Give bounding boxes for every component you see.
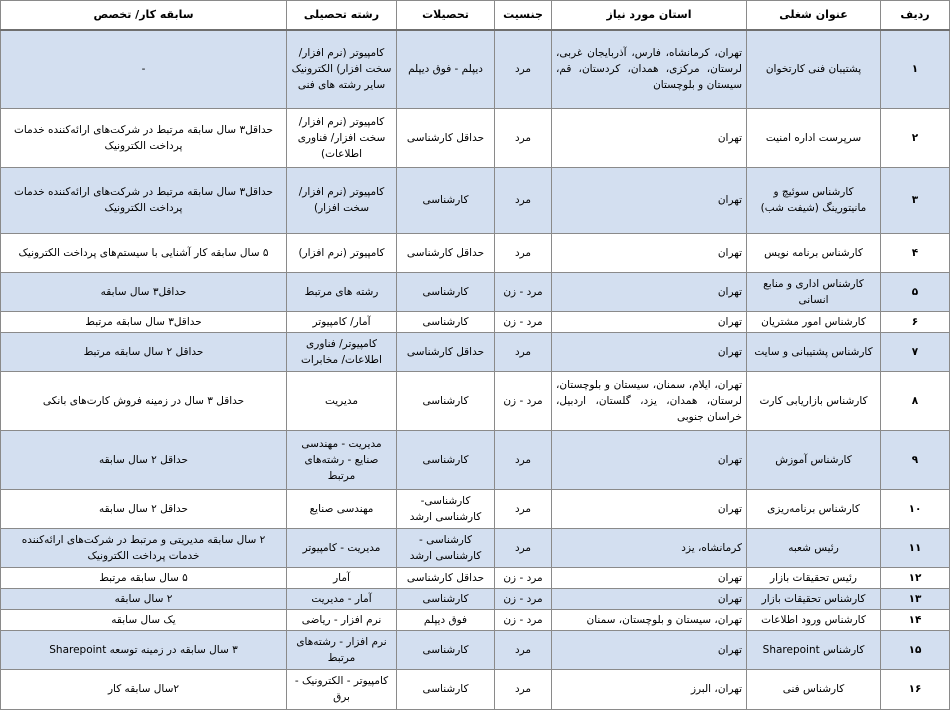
table-row [1,528,950,567]
job-title-cell: کارشناس آموزش [747,430,881,489]
education-cell: کارشناسی [397,371,495,430]
province-cell: تهران [552,108,747,167]
job-title-cell: کارشناس Sharepoint [747,630,881,669]
row-number-cell: ۴ [881,233,950,272]
field-cell: مدیریت [287,371,397,430]
row-number-cell: ۸ [881,371,950,430]
education-cell: کارشناسی- کارشناسی ارشد [397,489,495,528]
row-number-cell: ۱ [881,30,950,108]
education-cell: کارشناسی [397,311,495,332]
experience-cell: حداقل ۳ سال در زمینه فروش کارت‌های بانکی [1,371,287,430]
province-cell: تهران، سیستان و بلوچستان، سمنان [552,609,747,630]
header-province: استان مورد نیاز [552,1,747,31]
row-number-cell: ۳ [881,167,950,233]
province-cell: تهران، کرمانشاه، فارس، آذربایجان غربی، لرستان، مرکزی، همدان، کردستان، قم، سیستان و بلوچستان [552,30,747,108]
experience-cell: حداقل ۲ سال سابقه [1,430,287,489]
row-number-cell: ۶ [881,311,950,332]
table-row [1,567,950,588]
job-title-cell: پشتیبان فنی کارتخوان [747,30,881,108]
job-title-cell: کارشناس تحقیقات بازار [747,588,881,609]
experience-cell: یک سال سابقه [1,609,287,630]
table-row [1,108,950,167]
province-cell: تهران [552,567,747,588]
province-cell: تهران، البرز [552,669,747,709]
gender-cell: مرد [495,430,552,489]
table-row [1,233,950,272]
table-row [1,588,950,609]
row-number-cell: ۱۴ [881,609,950,630]
gender-cell: مرد [495,669,552,709]
gender-cell: مرد - زن [495,609,552,630]
job-title-cell: کارشناس سوئیچ و مانیتورینگ (شیفت شب) [747,167,881,233]
gender-cell: مرد [495,108,552,167]
field-cell: نرم افزار - ریاضی [287,609,397,630]
experience-cell: ۳ سال سابقه در زمینه توسعه Sharepoint [1,630,287,669]
province-cell: تهران [552,588,747,609]
row-number-cell: ۷ [881,332,950,371]
row-number-cell: ۱۲ [881,567,950,588]
gender-cell: مرد [495,332,552,371]
job-title-cell: کارشناس برنامه‌ریزی [747,489,881,528]
header-education: تحصیلات [397,1,495,31]
job-title-cell: کارشناس پشتیبانی و سایت [747,332,881,371]
experience-cell: حداقل۳ سال سابقه مرتبط [1,311,287,332]
field-cell: کامپیوتر (نرم افزار) [287,233,397,272]
gender-cell: مرد - زن [495,311,552,332]
table-row [1,311,950,332]
education-cell: حداقل کارشناسی [397,332,495,371]
job-title-cell: کارشناس ورود اطلاعات [747,609,881,630]
job-title-cell: رئیس تحقیقات بازار [747,567,881,588]
header-field: رشته تحصیلی [287,1,397,31]
field-cell: کامپیوتر - الکترونیک - برق [287,669,397,709]
gender-cell: مرد [495,489,552,528]
education-cell: حداقل کارشناسی [397,233,495,272]
table-row [1,489,950,528]
province-cell: تهران [552,311,747,332]
field-cell: آمار [287,567,397,588]
experience-cell: ۲ سال سابقه [1,588,287,609]
row-number-cell: ۱۰ [881,489,950,528]
row-number-cell: ۹ [881,430,950,489]
field-cell: نرم افزار - رشته‌های مرتبط [287,630,397,669]
header-job-title: عنوان شغلی [747,1,881,31]
gender-cell: مرد [495,30,552,108]
table-row [1,609,950,630]
header-experience: سابقه کار/ تخصص [1,1,287,31]
experience-cell: ۵ سال سابقه مرتبط [1,567,287,588]
gender-cell: مرد - زن [495,371,552,430]
row-number-cell: ۱۱ [881,528,950,567]
field-cell: کامپیوتر (نرم افزار/ سخت افزار/ فناوری اطلاعات) [287,108,397,167]
table-row [1,30,950,108]
experience-cell: حداقل ۲ سال سابقه مرتبط [1,332,287,371]
table-row [1,371,950,430]
province-cell: تهران [552,489,747,528]
education-cell: کارشناسی [397,430,495,489]
header-gender: جنسیت [495,1,552,31]
field-cell: مهندسی صنایع [287,489,397,528]
gender-cell: مرد - زن [495,567,552,588]
header-row-number: ردیف [881,1,950,31]
header-row [1,1,950,31]
province-cell: تهران [552,630,747,669]
gender-cell: مرد [495,167,552,233]
row-number-cell: ۲ [881,108,950,167]
table-row [1,669,950,709]
job-title-cell: کارشناس فنی [747,669,881,709]
education-cell: کارشناسی [397,669,495,709]
education-cell: فوق دیپلم [397,609,495,630]
field-cell: کامپیوتر/ فناوری اطلاعات/ مخابرات [287,332,397,371]
job-title-cell: سرپرست اداره امنیت [747,108,881,167]
row-number-cell: ۱۵ [881,630,950,669]
job-title-cell: رئیس شعبه [747,528,881,567]
field-cell: مدیریت - مهندسی صنایع - رشته‌های مرتبط [287,430,397,489]
gender-cell: مرد [495,233,552,272]
province-cell: تهران [552,167,747,233]
experience-cell: - [1,30,287,108]
field-cell: مدیریت - کامپیوتر [287,528,397,567]
province-cell: کرمانشاه، یزد [552,528,747,567]
education-cell: دیپلم - فوق دیپلم [397,30,495,108]
job-title-cell: کارشناس اداری و منابع انسانی [747,272,881,311]
education-cell: کارشناسی [397,630,495,669]
province-cell: تهران، ایلام، سمنان، سیستان و بلوچستان، لرستان، همدان، یزد، گلستان، اردبیل، خراسان جنوبی [552,371,747,430]
province-cell: تهران [552,332,747,371]
education-cell: کارشناسی [397,167,495,233]
education-cell: کارشناسی - کارشناسی ارشد [397,528,495,567]
education-cell: کارشناسی [397,588,495,609]
province-cell: تهران [552,430,747,489]
table-row [1,430,950,489]
row-number-cell: ۱۶ [881,669,950,709]
experience-cell: حداقل۳ سال سابقه مرتبط در شرکت‌های ارائه‌کننده خدمات پرداخت الکترونیک [1,108,287,167]
education-cell: حداقل کارشناسی [397,108,495,167]
row-number-cell: ۵ [881,272,950,311]
experience-cell: حداقل۳ سال سابقه مرتبط در شرکت‌های ارائه‌کننده خدمات پرداخت الکترونیک [1,167,287,233]
table-row [1,272,950,311]
experience-cell: ۲ سال سابقه مدیریتی و مرتبط در شرکت‌های ارائه‌کننده خدمات پرداخت الکترونیک [1,528,287,567]
education-cell: حداقل کارشناسی [397,567,495,588]
table-row [1,167,950,233]
gender-cell: مرد [495,528,552,567]
education-cell: کارشناسی [397,272,495,311]
table-row [1,630,950,669]
field-cell: آمار - مدیریت [287,588,397,609]
experience-cell: حداقل ۲ سال سابقه [1,489,287,528]
experience-cell: ۲سال سابقه کار [1,669,287,709]
experience-cell: ۵ سال سابقه کار آشنایی با سیستم‌های پرداخت الکترونیک [1,233,287,272]
province-cell: تهران [552,272,747,311]
job-title-cell: کارشناس برنامه نویس [747,233,881,272]
field-cell: رشته های مرتبط [287,272,397,311]
gender-cell: مرد - زن [495,588,552,609]
job-title-cell: کارشناس امور مشتریان [747,311,881,332]
experience-cell: حداقل۳ سال سابقه [1,272,287,311]
gender-cell: مرد [495,630,552,669]
row-number-cell: ۱۳ [881,588,950,609]
gender-cell: مرد - زن [495,272,552,311]
field-cell: کامپیوتر (نرم افزار/ سخت افزار) [287,167,397,233]
province-cell: تهران [552,233,747,272]
job-title-cell: کارشناس بازاریابی کارت [747,371,881,430]
field-cell: آمار/ کامپیوتر [287,311,397,332]
field-cell: کامپیوتر (نرم افزار/ سخت افزار) الکترونیک سایر رشته های فنی [287,30,397,108]
table-row [1,332,950,371]
